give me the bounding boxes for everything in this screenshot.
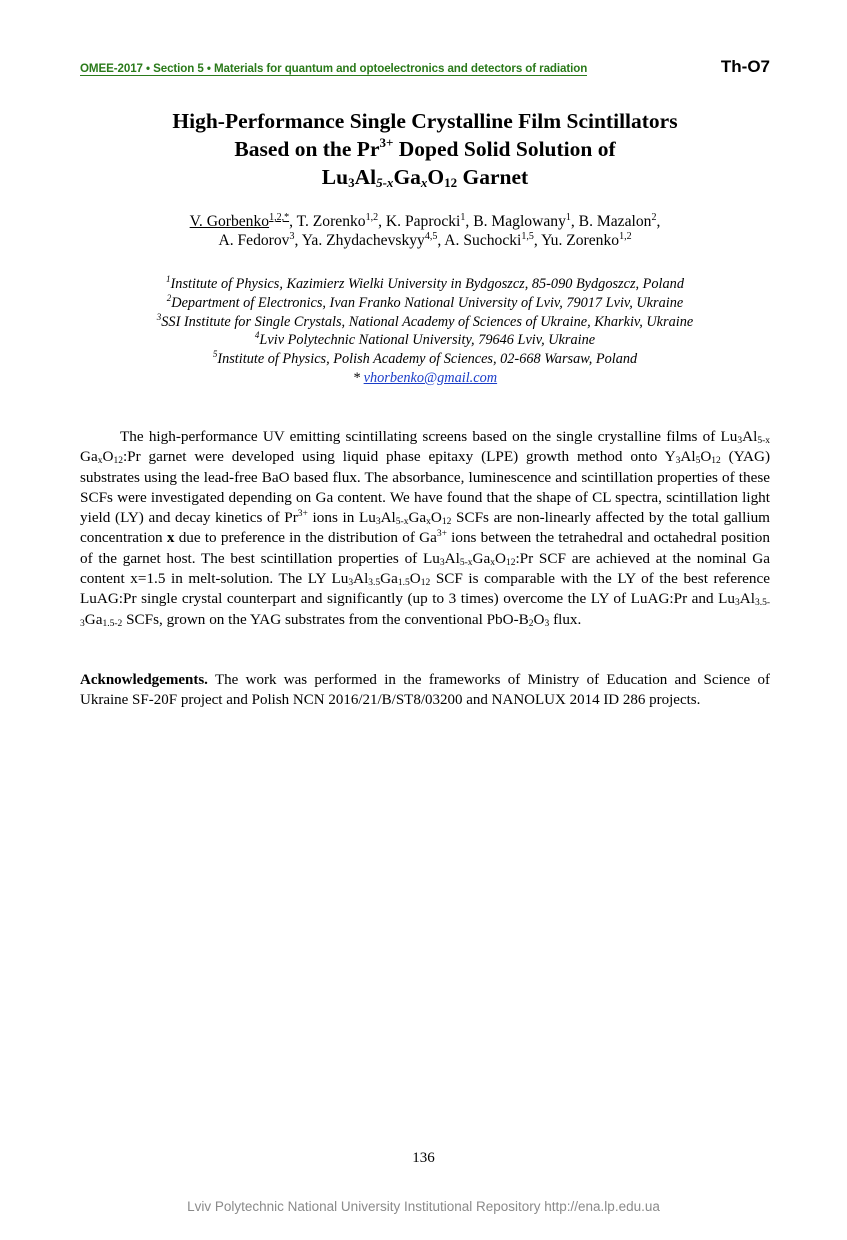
author-name: V. Gorbenko <box>189 213 270 230</box>
acknowledgements <box>80 671 770 710</box>
contact-email: * vhorbenko@gmail.com <box>352 369 498 386</box>
affiliation: $^3$SSI Institute for Single Crystals, National Academy of Sciences of Ukraine, Kharkiv, Ukraine <box>156 311 694 330</box>
author-list: V. Gorbenko$^{1,2,*}$, T. Zorenko$^{1,2}$, K. Paprocki$^1$, B. Maglowany$^1$, B. Mazalon$^2$, A. Fedorov$^3$, Ya. Zhydachevskyy$^{4,5}$, A. Suchocki$^{1,5}$, Yu. Zorenko$^{1,2}$ <box>189 212 661 249</box>
author-name: T. Zorenko <box>296 213 366 230</box>
title-line-3: $Lu_3Al_{5-x}Ga_xO_{12}$ Garnet <box>321 165 529 190</box>
page-header <box>80 57 770 81</box>
abstract-paragraph: The high-performance UV emitting scintillating screens based on the single crystalline films of $Lu_3Al_{5-x}$ $Ga_xO_{12}:Pr$ garnet were developed using liquid phase epitaxy (LPE) growth method onto $Y_3Al_5O_{12}$ (YAG) substrates using the lead-free BaO based flux. The absorbance, luminescence and scintillation properties of these SCFs were investigated depending on Ga content. We have found that the shape of CL spectra, scintillation light yield (LY) and decay kinetics of $Pr^{3+}$ ions in $Lu_3Al_{5-x}Ga_xO_{12}$ SCFs are non-linearly affected by the total gallium concentration x due to preference in the distribution of $Ga^{3+}$ ions between the tetrahedral and octahedral position of the garnet host. The best scintillation properties of $Lu_3Al_{5-x}Ga_xO_{12}:Pr$ SCF are achieved at the nominal Ga content x=1.5 in melt-solution. The LY $Lu_3Al_{3.5}Ga_{1.5}O_{12}$ SCF is comparable with the LY of the best reference LuAG:Pr single crystal counterpart and significantly (up to 3 times) overcome the LY of LuAG:Pr and $Lu_3Al_{3.5-3}Ga_{1.5-2}$ SCFs, grown on the YAG substrates from the conventional PbO-$B_2O_3$ flux. <box>80 428 771 629</box>
author-name: B. Mazalon <box>578 213 652 230</box>
conference-line: OMEE-2017 • Section 5 • Materials for quantum and optoelectronics and detectors of radiation <box>80 62 588 75</box>
author-name: A. Fedorov <box>218 232 290 249</box>
paper-title <box>80 107 770 191</box>
abstract-body <box>80 427 770 630</box>
page-number: 136 <box>412 1150 435 1166</box>
author-name: A. Suchocki <box>444 232 522 249</box>
acknowledgements-heading: Acknowledgements. <box>80 672 208 688</box>
affiliation: $^2$Department of Electronics, Ivan Franko National University of Lviv, 79017 Lviv, Ukraine <box>166 292 684 311</box>
title-line-2: Based on the $Pr^{3+}$ Doped Solid Solution of <box>234 135 616 161</box>
email-link[interactable]: vhorbenko@gmail.com <box>363 369 498 386</box>
affiliation: $^5$Institute of Physics, Polish Academy of Sciences, 02-668 Warsaw, Poland <box>212 349 638 368</box>
affiliation: $^4$Lviv Polytechnic National University, 79646 Lviv, Ukraine <box>254 330 596 349</box>
author-name: K. Paprocki <box>385 213 461 230</box>
affiliation: $^1$Institute of Physics, Kazimierz Wielki University in Bydgoszcz, 85-090 Bydgoszcz, Poland <box>166 274 684 292</box>
repository-footer: Lviv Polytechnic National University Institutional Repository http://ena.lp.edu.ua <box>187 1199 660 1214</box>
affiliations <box>80 275 770 388</box>
author-name: B. Maglowany <box>473 213 566 230</box>
acknowledgements-text: The work was performed in the frameworks of Ministry of Education and Science of Ukraine SF-20F project and Polish NCN 2016/21/B/ST8/03200 and NANOLUX 2014 ID 286 projects. <box>80 672 770 708</box>
title-line-1: High-Performance Single Crystalline Film Scintillators <box>172 109 678 133</box>
author-name: Ya. Zhydachevskyy <box>301 232 425 249</box>
session-code: Th-O7 <box>720 57 770 76</box>
author-name: Yu. Zorenko <box>541 232 620 249</box>
